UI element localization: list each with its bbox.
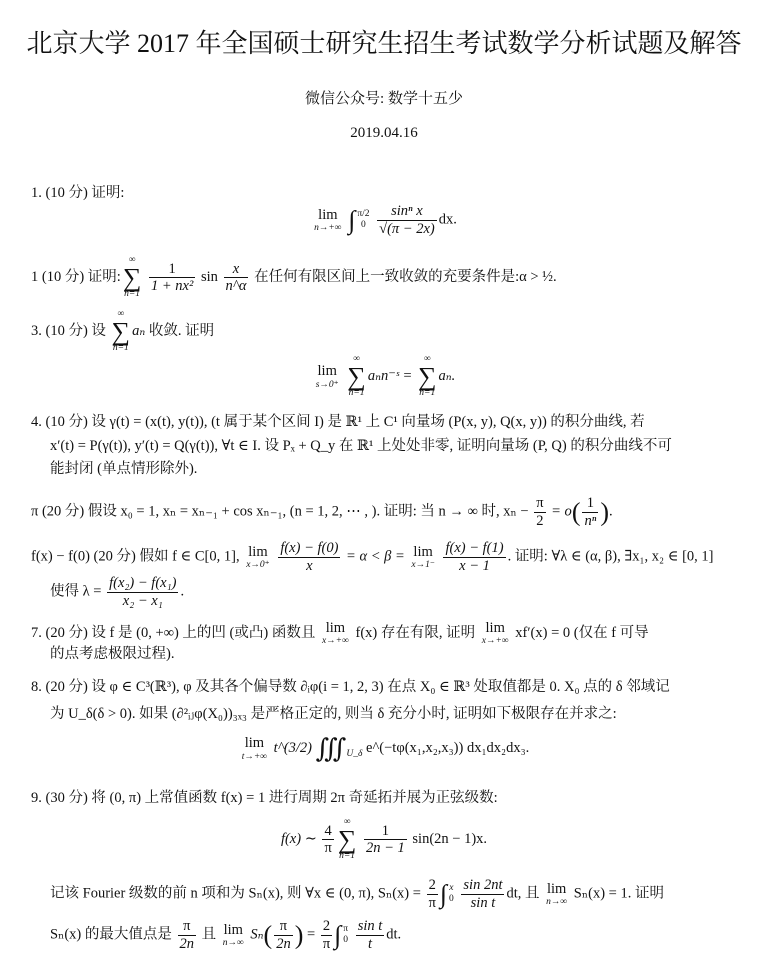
integral-sign: ∫ bbox=[334, 920, 342, 950]
numerator: 1 bbox=[364, 823, 407, 841]
denominator: nⁿ bbox=[584, 512, 597, 529]
triple-integral-sign: ∭ bbox=[315, 734, 347, 763]
problem-text: dt. bbox=[386, 926, 402, 943]
denominator: t bbox=[367, 935, 372, 952]
problem-points: (20 分) bbox=[93, 548, 136, 565]
integral-upper: π bbox=[343, 923, 349, 934]
problem-text: 证明: bbox=[87, 269, 121, 286]
problem-text: 设 γ(t) = (x(t), y(t)), (t 属于某个区间 I) 是 ℝ¹ 上 C¹ 向量场 (P(x, y), Q(x, y)) 的积分曲线, 若 bbox=[91, 414, 645, 430]
lim: lim bbox=[223, 921, 243, 938]
lim-subscript: t→+∞ bbox=[241, 751, 268, 762]
formula-tail: sin(2n − 1)x. bbox=[412, 831, 488, 848]
numerator: π bbox=[274, 918, 293, 936]
lhs: aₙn⁻ˢ = bbox=[367, 368, 413, 385]
sum-upper: ∞ bbox=[128, 255, 136, 265]
problem-8-formula bbox=[0, 733, 768, 764]
lim-subscript: x→1⁻ bbox=[411, 560, 435, 571]
problem-points: (20 分) bbox=[45, 679, 88, 695]
problem-points: (10 分) bbox=[45, 414, 88, 430]
problem-text: . bbox=[608, 503, 613, 520]
problem-9 bbox=[31, 790, 498, 807]
problem-text: . 证明: ∀λ ∈ (α, β), ∃x₁, x₂ ∈ [0, 1] bbox=[507, 548, 714, 565]
denominator: √(π − 2x) bbox=[379, 220, 435, 237]
sum-upper: ∞ bbox=[117, 309, 125, 319]
formula-tail: dx. bbox=[438, 211, 457, 228]
denominator: 2n bbox=[276, 935, 291, 952]
denominator: x₂ − x₁ bbox=[122, 592, 163, 609]
denominator: n^α bbox=[225, 278, 247, 295]
problem-3-formula bbox=[0, 355, 768, 399]
numerator: f(x₂) − f(x₁) bbox=[109, 575, 177, 591]
sum-lower: n=1 bbox=[339, 851, 356, 862]
problem-7 bbox=[31, 620, 649, 647]
integral-lower: 0 bbox=[343, 935, 349, 946]
integral-sign: ∫ bbox=[348, 205, 356, 235]
numerator: 2 bbox=[427, 877, 438, 895]
problem-text: Sₙ(x) = 1. 证明 bbox=[573, 885, 664, 902]
lim-subscript: s→0⁺ bbox=[315, 379, 339, 390]
lim: lim bbox=[318, 206, 338, 223]
problem-number: 9. bbox=[31, 790, 42, 806]
problem-points: (10 分) bbox=[45, 185, 88, 201]
problem-6 bbox=[31, 540, 713, 574]
numerator: sin t bbox=[357, 918, 383, 934]
sum-sign: ∑ bbox=[111, 316, 131, 346]
problem-points: (30 分) bbox=[45, 790, 88, 806]
problem-3 bbox=[31, 310, 214, 354]
sum-lower: n=1 bbox=[112, 343, 129, 354]
problem-text: dt, 且 bbox=[506, 885, 540, 902]
problem-text: 设 φ ∈ C³(ℝ³), φ 及其各个偏导数 ∂ᵢφ(i = 1, 2, 3) 在点 X₀ ∈ ℝ³ 处取值都是 0. X₀ 点的 δ 邻域记 bbox=[91, 679, 670, 695]
problem-text: Sₙ(x) 的最大值点是 bbox=[50, 926, 172, 943]
problem-text: 的点考虑极限过程). bbox=[50, 646, 175, 662]
problem-points: (10 分) bbox=[41, 269, 85, 286]
problem-number: 3. bbox=[31, 323, 42, 340]
lim-subscript: x→0⁺ bbox=[246, 560, 270, 571]
problem-text: 假如 f ∈ C[0, 1], bbox=[139, 548, 240, 565]
lim-subscript: n→+∞ bbox=[314, 223, 342, 234]
lim: lim bbox=[244, 735, 265, 752]
problem-6-line2 bbox=[50, 575, 184, 609]
numerator: f(x) − f(1) bbox=[445, 540, 504, 556]
problem-number: π bbox=[31, 503, 39, 520]
denominator: x bbox=[306, 557, 313, 574]
problem-text: 收敛. 证明 bbox=[148, 323, 215, 340]
problem-text: 且 bbox=[201, 926, 217, 943]
integral-upper: x bbox=[449, 882, 454, 893]
denominator: 1 + nx² bbox=[151, 278, 194, 295]
power-term: t^(3/2) bbox=[273, 739, 313, 756]
sum-upper: ∞ bbox=[343, 817, 351, 827]
document-date: 2019.04.16 bbox=[350, 125, 418, 141]
denominator: 2n − 1 bbox=[365, 840, 405, 857]
numerator: 4 bbox=[322, 823, 333, 841]
integral-upper: π/2 bbox=[357, 208, 370, 219]
lim: lim bbox=[325, 620, 346, 636]
problem-text: 证明: bbox=[91, 185, 125, 201]
problem-text: . bbox=[180, 583, 185, 600]
series-term: aₙ bbox=[132, 323, 146, 340]
lim-subscript: x→+∞ bbox=[481, 636, 509, 647]
problem-number: f(x) − f(0) bbox=[31, 548, 90, 565]
lim: lim bbox=[546, 880, 567, 897]
problem-5: π (20 分) 假设 x₀ = 1, xₙ = xₙ₋₁ + cos xₙ₋₁, (n = 1, 2, ⋯ , ). 证明: 当 n → ∞ 时, xₙ − $\frac{\pi}{2}$ = o( $\frac{1}{\text{nⁿ}}$ ). bbox=[31, 495, 613, 529]
problem-text: xf′(x) = 0 (仅在 f 可导 bbox=[515, 624, 649, 641]
numerator: 2 bbox=[321, 918, 332, 936]
problem-9-formula bbox=[0, 818, 768, 862]
problem-1-formula bbox=[0, 203, 768, 237]
problem-9-line4: Sₙ(x) 的最大值点是 $\frac{\pi}{2n}$ 且 lim n→∞ Sₙ( $\frac{\pi}{2n}$ ) = $\frac{2}{\pi}$ ∫ π 0 $\frac{\text{sin t}}{t}$ dt. bbox=[50, 918, 402, 952]
problem-text: 设 f 是 (0, +∞) 上的凹 (或凸) 函数且 bbox=[91, 624, 316, 641]
document-title: 北京大学 2017 年全国硕士研究生招生考试数学分析试题及解答 bbox=[26, 29, 742, 58]
problem-text: = α < β = bbox=[346, 548, 405, 565]
problem-number: 1 bbox=[31, 269, 39, 286]
denominator: π bbox=[322, 935, 331, 952]
problem-text: f(x) 存在有限, 证明 bbox=[355, 624, 476, 641]
problem-number: 7. bbox=[31, 624, 42, 641]
integral-domain: U_δ bbox=[346, 748, 363, 759]
integral-lower: 0 bbox=[449, 894, 454, 905]
sum-sign: ∑ bbox=[417, 361, 437, 391]
sum-upper: ∞ bbox=[423, 354, 431, 364]
problem-text: = o bbox=[551, 503, 572, 520]
problem-points: (20 分) bbox=[41, 503, 85, 520]
numerator: π bbox=[536, 495, 544, 511]
problem-1 bbox=[31, 185, 124, 202]
denominator: sin t bbox=[470, 894, 496, 911]
sum-sign: ∑ bbox=[337, 824, 357, 854]
problem-9-line3 bbox=[50, 877, 664, 911]
sum-upper: ∞ bbox=[353, 354, 360, 364]
lim: lim bbox=[485, 620, 505, 636]
numerator: x bbox=[224, 261, 249, 279]
problem-text: 设 bbox=[91, 323, 106, 340]
problem-text: 使得 λ = bbox=[50, 583, 102, 600]
lhs: f(x) ∼ bbox=[280, 831, 317, 848]
numerator: 1 bbox=[582, 495, 598, 513]
problem-text: 将 (0, π) 上常值函数 f(x) = 1 进行周期 2π 奇延拓并展为正弦级数: bbox=[91, 790, 498, 806]
numerator: sinⁿ x bbox=[377, 203, 437, 221]
sum-lower: n=1 bbox=[348, 388, 365, 399]
sum-sign: ∑ bbox=[347, 361, 366, 391]
integral-sign: ∫ bbox=[439, 879, 448, 909]
denominator: 2n bbox=[179, 935, 194, 952]
numerator: 1 bbox=[149, 261, 195, 279]
function-name: Sₙ bbox=[250, 926, 264, 943]
document-subtitle: 微信公众号: 数学十五少 bbox=[305, 91, 463, 107]
problem-4 bbox=[31, 414, 645, 431]
problem-text: x′(t) = P(γ(t)), y′(t) = Q(γ(t)), ∀t ∈ I. 设 Pₓ + Q_y 在 ℝ¹ 上处处非零, 证明向量场 (P, Q) 的积分曲线不可 bbox=[50, 438, 672, 454]
sin: sin bbox=[200, 269, 218, 286]
problem-number: 1. bbox=[31, 185, 42, 201]
lim: lim bbox=[317, 363, 337, 380]
numerator: f(x) − f(0) bbox=[280, 540, 339, 556]
lim-subscript: x→+∞ bbox=[321, 636, 349, 647]
problem-number: 4. bbox=[31, 414, 42, 430]
problem-text: 假设 x₀ = 1, xₙ = xₙ₋₁ + cos xₙ₋₁, (n = 1, 2, ⋯ , ). 证明: 当 n → ∞ 时, xₙ − bbox=[87, 503, 529, 520]
problem-8 bbox=[31, 679, 670, 696]
problem-points: (10 分) bbox=[45, 323, 88, 340]
equals: = bbox=[307, 926, 316, 943]
denominator: π bbox=[428, 894, 436, 911]
numerator: sin 2nt bbox=[463, 877, 503, 893]
problem-text: 能封闭 (单点情形除外). bbox=[50, 461, 198, 477]
problem-text: 为 U_δ(δ > 0). 如果 (∂²ᵢⱼφ(X₀))₃ₓ₃ 是严格正定的, 则当 δ 充分小时, 证明如下极限存在并求之: bbox=[50, 706, 617, 722]
sum-sign: ∑ bbox=[122, 262, 142, 292]
lim: lim bbox=[413, 543, 433, 560]
lim: lim bbox=[248, 543, 268, 560]
numerator: π bbox=[178, 918, 197, 936]
denominator: π bbox=[324, 840, 332, 857]
denominator: x − 1 bbox=[459, 557, 490, 574]
sum-lower: n=1 bbox=[124, 289, 141, 300]
denominator: 2 bbox=[536, 512, 544, 529]
problem-points: (20 分) bbox=[45, 624, 88, 641]
problem-number: 8. bbox=[31, 679, 42, 695]
rhs: aₙ. bbox=[438, 368, 456, 385]
problem-text: 记该 Fourier 级数的前 n 项和为 Sₙ(x), 则 ∀x ∈ (0, π), Sₙ(x) = bbox=[50, 885, 421, 902]
problem-text: 在任何有限区间上一致收敛的充要条件是:α > ½. bbox=[254, 269, 557, 286]
integrand: e^(−tφ(x₁,x₂,x₃)) dx₁dx₂dx₃. bbox=[366, 739, 530, 756]
integral-lower: 0 bbox=[361, 220, 366, 231]
problem-2 bbox=[31, 256, 557, 300]
lim-subscript: n→∞ bbox=[546, 897, 568, 908]
lim-subscript: n→∞ bbox=[222, 938, 244, 949]
sum-lower: n=1 bbox=[419, 388, 436, 399]
